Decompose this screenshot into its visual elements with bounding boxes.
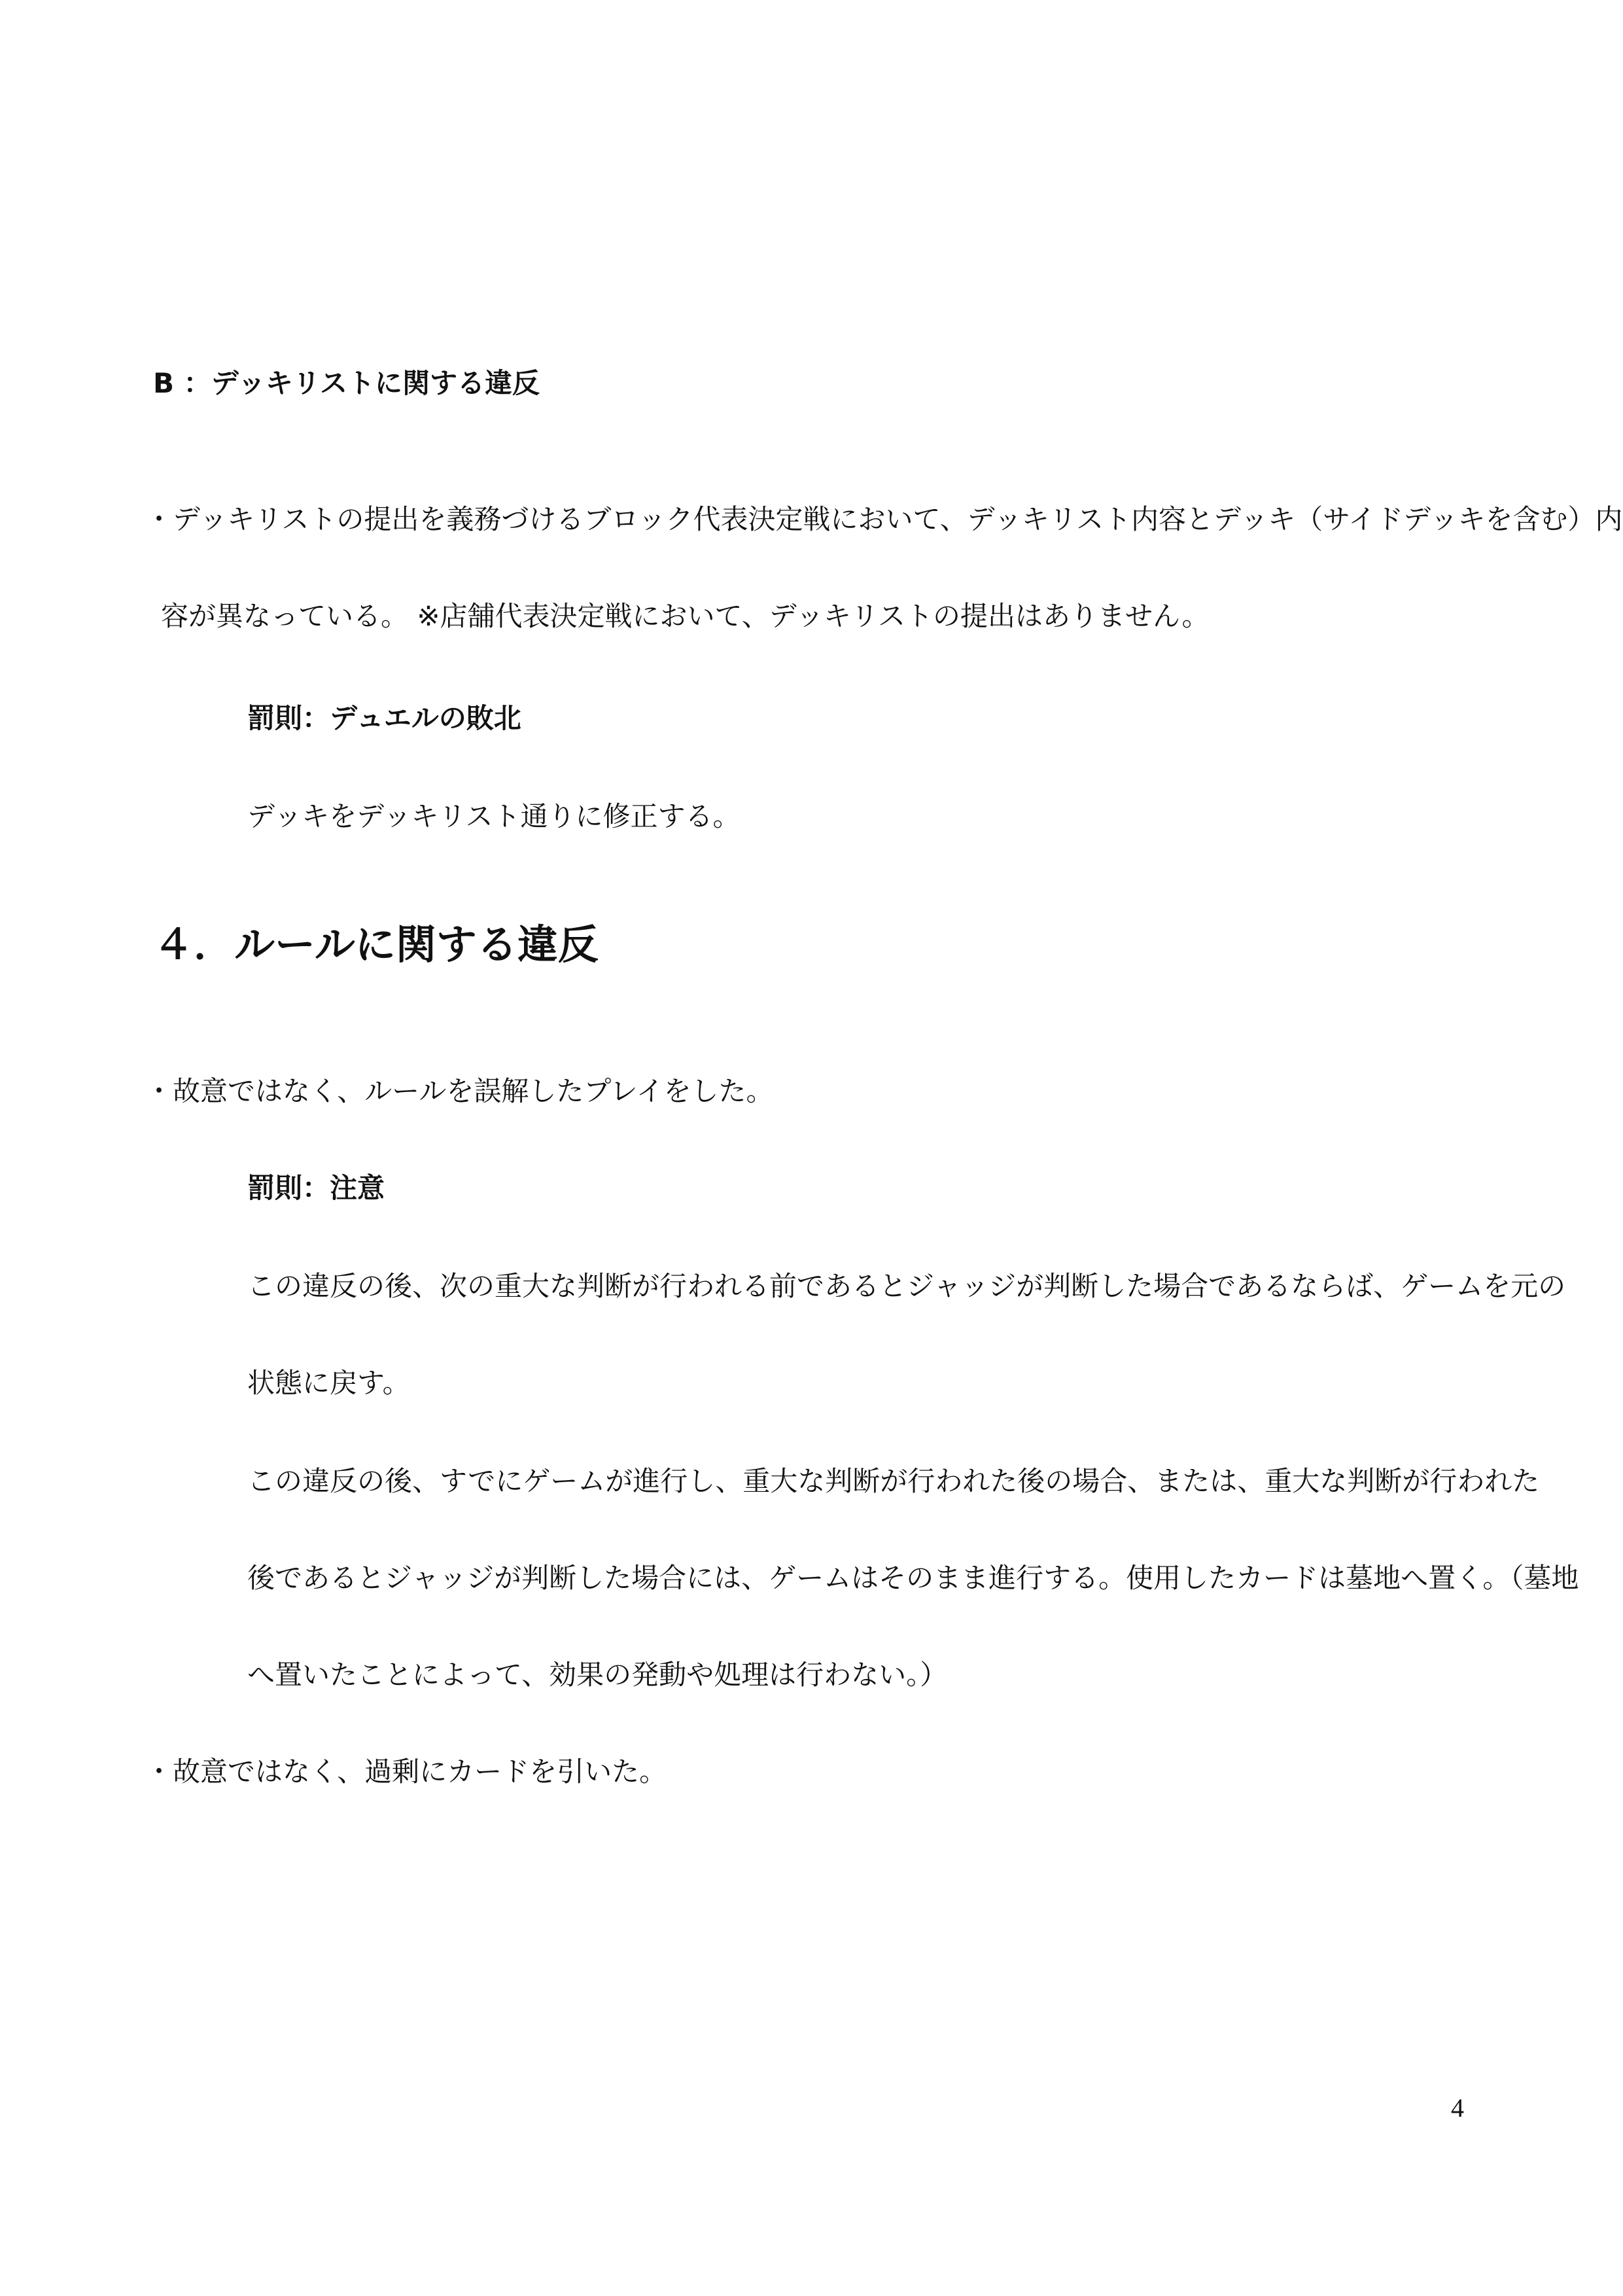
section-4-penalty-label: 罰則：注意 [247, 1172, 385, 1204]
subsection-b-penalty-detail: デッキをデッキリスト通りに修正する。 [247, 800, 741, 832]
subsection-b-penalty-label: 罰則：デュエルの敗北 [247, 702, 521, 734]
section-4-bullet-1: ・故意ではなく、ルールを誤解したプレイをした。 [145, 1075, 774, 1107]
section-4-title: ４．ルールに関する違反 [153, 921, 599, 968]
section-4-bullet-2: ・故意ではなく、過剰にカードを引いた。 [145, 1756, 667, 1788]
subsection-b-heading: B ：デッキリストに関する違反 [153, 367, 540, 399]
section-4-detail-2-line-2: 後であるとジャッジが判断した場合には、ゲームはそのまま進行する。使用したカードは墓地へ置く。（墓地 [247, 1562, 1579, 1594]
section-4-detail-2-line-1: この違反の後、すでにゲームが進行し、重大な判断が行われた後の場合、または、重大な判断が行われた [247, 1465, 1540, 1497]
section-4-detail-1-line-1: この違反の後、次の重大な判断が行われる前であるとジャッジが判断した場合であるならば、ゲームを元の [247, 1270, 1566, 1302]
section-4-detail-2-line-3: へ置いたことによって、効果の発動や処理は行わない。） [247, 1659, 948, 1691]
page-number: 4 [1451, 2093, 1464, 2123]
subsection-b-bullet-line-2: 容が異なっている。 ※店舗代表決定戦において、デッキリストの提出はありません。 [161, 600, 1210, 632]
section-4-detail-1-line-2: 状態に戻す。 [247, 1367, 410, 1399]
subsection-b-bullet-line-1: ・デッキリストの提出を義務づけるブロック代表決定戦において、デッキリスト内容とデッキ（サイドデッキを含む）内 [145, 503, 1623, 535]
